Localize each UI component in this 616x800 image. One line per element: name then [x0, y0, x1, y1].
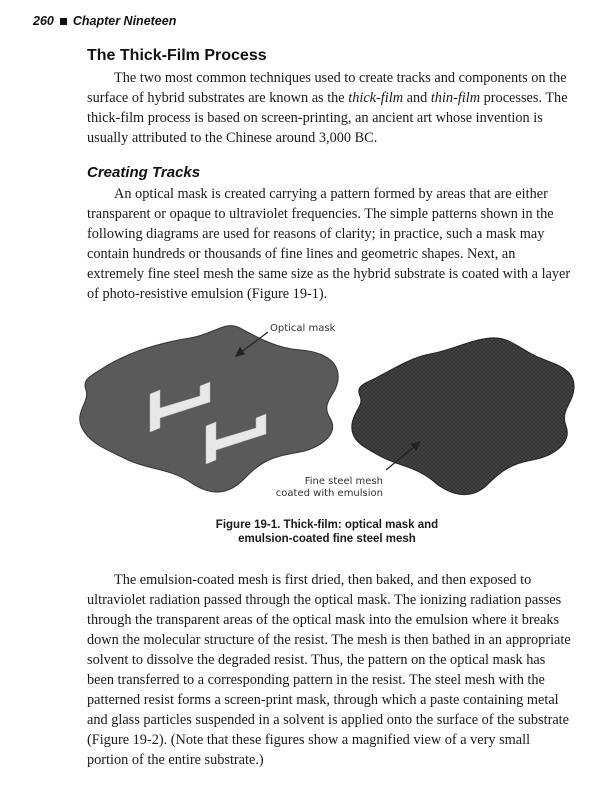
label-mesh-line-1: Fine steel mesh — [304, 476, 383, 487]
figure-caption — [77, 518, 577, 546]
page-content — [87, 47, 573, 770]
running-header — [33, 14, 176, 28]
label-optical-mask: Optical mask — [270, 323, 336, 334]
intro-paragraph — [87, 68, 573, 148]
intro-term-thick-film: thick-film — [348, 90, 404, 106]
chapter-title: Chapter Nineteen — [72, 14, 177, 28]
intro-term-thin-film: thin-film — [430, 90, 481, 106]
figure-19-1 — [0, 310, 616, 510]
square-bullet-icon — [60, 18, 67, 25]
caption-line-1: Figure 19-1. Thick-film: optical mask and — [215, 519, 439, 531]
tracks-paragraph-2: The emulsion-coated mesh is first dried, then baked, and then exposed to ultraviolet radiation passed through the optical mask. The ionizing radiation passes through the transparent areas of the optical mask into the emulsion where it breaks down the molecular structure of the resist. The mesh is then bathed in an appropriate solvent to dissolve the degraded resist. Thus, the pattern on the optical mask has been transferred to a corresponding pattern in the resist. The steel mesh with the patterned resist forms a screen-print mask, through which a paste containing metal and glass particles suspended in a solvent is applied onto the surface of the substrate (Figure 19-2). (Note that these figures show a magnified view of a very small portion of the entire substrate.) — [87, 572, 571, 768]
label-mesh-line-2: coated with emulsion — [275, 488, 383, 499]
steel-mesh-shape — [352, 338, 574, 495]
intro-text-2: and — [403, 90, 431, 106]
tracks-paragraph-1: An optical mask is created carrying a pattern formed by areas that are either transparent or opaque to ultraviolet frequencies. The simple patterns shown in the following diagrams are used for reasons of clarity; in practice, such a mask may contain hundreds or thousands of fine lines and geometric shapes. Next, an extremely fine steel mesh the same size as the hybrid substrate is coated with a layer of photo-resistive emulsion (Figure 19-1). — [87, 186, 571, 302]
intro-text-1: The two most common techniques used to create tracks and components on the surface of hybrid substrates are known as the — [87, 70, 567, 106]
subsection-heading: Creating Tracks — [87, 164, 201, 181]
caption-line-2: emulsion-coated fine steel mesh — [238, 533, 416, 545]
intro-text-3: processes. The thick-film process is based on screen-printing, an ancient art whose invention is usually attributed to the Chinese around 3,000 BC. — [87, 90, 568, 146]
page-number: 260 — [33, 14, 54, 28]
optical-mask-shape — [80, 326, 338, 492]
section-heading: The Thick-Film Process — [87, 47, 267, 64]
